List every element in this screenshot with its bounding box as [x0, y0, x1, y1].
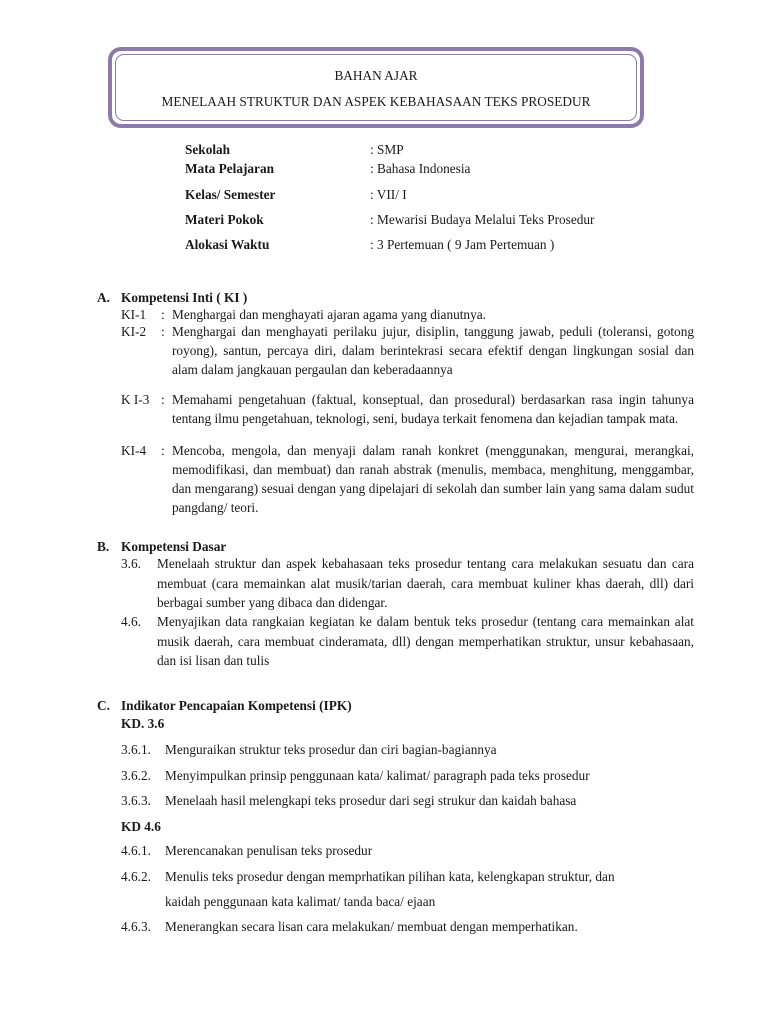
ki-code: KI-2 [121, 324, 147, 339]
kd36-heading: KD. 3.6 [121, 716, 165, 731]
ipk-number: 3.6.1. [121, 742, 151, 757]
ipk-item [121, 867, 615, 886]
section-letter: B. [97, 539, 110, 554]
identity-value: : Bahasa Indonesia [370, 161, 471, 176]
ipk-text: Menerangkan secara lisan cara melakukan/ membuat dengan memperhatikan. [165, 919, 578, 934]
identity-value: : SMP [370, 142, 404, 157]
ipk-item [121, 740, 497, 759]
kd-number: 4.6. [121, 614, 141, 629]
section-title: Indikator Pencapaian Kompetensi (IPK) [121, 698, 352, 713]
document-title: BAHAN AJAR [334, 68, 418, 83]
ipk-text: Menulis teks prosedur dengan memprhatikan pilihan kata, kelengkapan struktur, dan [165, 869, 615, 884]
ipk-number: 4.6.1. [121, 843, 151, 858]
ki-code: KI-1 [121, 307, 147, 322]
ipk-number: 4.6.2. [121, 869, 151, 884]
ki-item [121, 322, 694, 379]
kd-item [121, 554, 694, 613]
kd-item [121, 612, 694, 671]
kd46-heading: KD 4.6 [121, 819, 161, 834]
section-c-heading [97, 696, 352, 715]
identity-label: Mata Pelajaran [185, 161, 274, 176]
ipk-text: Menguraikan struktur teks prosedur dan ciri bagian-bagiannya [165, 742, 497, 757]
title-box [108, 47, 644, 128]
identity-value: : VII/ I [370, 187, 407, 202]
ipk-item [121, 917, 578, 936]
ipk-text: Menelaah hasil melengkapi teks prosedur dari segi strukur dan kaidah bahasa [165, 793, 577, 808]
ki-colon: : [161, 307, 165, 322]
ki-colon: : [161, 443, 165, 458]
section-title: Kompetensi Dasar [121, 539, 227, 554]
ipk-item [121, 766, 590, 785]
ipk-text-continuation: kaidah penggunaan kata kalimat/ tanda baca/ ejaan [165, 894, 436, 909]
identity-value: : 3 Pertemuan ( 9 Jam Pertemuan ) [370, 237, 555, 252]
ipk-number: 3.6.2. [121, 768, 151, 783]
ipk-number: 4.6.3. [121, 919, 151, 934]
section-letter: C. [97, 698, 110, 713]
identity-value: : Mewarisi Budaya Melalui Teks Prosedur [370, 212, 595, 227]
document-subtitle: MENELAAH STRUKTUR DAN ASPEK KEBAHASAAN TEKS PROSEDUR [161, 94, 591, 109]
ki-text: Menghargai dan menghayati ajaran agama yang dianutnya. [172, 307, 486, 322]
ipk-item [121, 791, 576, 810]
section-letter: A. [97, 290, 110, 305]
section-title: Kompetensi Inti ( KI ) [121, 290, 248, 305]
kd-text: Menyajikan data rangkaian kegiatan ke dalam bentuk teks prosedur (tentang cara memainkan alat musik daerah, cara membuat cinderamata, dll) dengan memperhatikan struktur, unsur kebahasaan, dan isi lisan dan tulis [157, 614, 694, 668]
ki-code: KI-4 [121, 443, 147, 458]
ki-item [121, 441, 694, 517]
ki-item [121, 390, 694, 428]
ipk-item [121, 841, 372, 860]
ki-colon: : [161, 392, 165, 407]
ipk-text: Menyimpulkan prinsip penggunaan kata/ kalimat/ paragraph pada teks prosedur [165, 768, 590, 783]
ipk-number: 3.6.3. [121, 793, 151, 808]
ki-code: K I-3 [121, 392, 150, 407]
identity-label: Sekolah [185, 142, 231, 157]
ki-text: Mencoba, mengola, dan menyaji dalam ranah konkret (menggunakan, mengurai, merangkai, memodifikasi, dan membuat) dan ranah abstrak (menulis, membaca, menghitung, menggambar, dan mengarang) sesuai dengan yang dipelajari di sekolah dan sumber lain yang sama dalam sudut pangdang/ teori. [172, 443, 694, 515]
identity-label: Kelas/ Semester [185, 187, 276, 202]
ki-text: Memahami pengetahuan (faktual, konseptual, dan prosedural) berdasarkan rasa ingin tahunya tentang ilmu pengetahuan, teknologi, seni, budaya terkait fenomena dan kejadian tampak mata. [172, 392, 694, 426]
kd-number: 3.6. [121, 556, 141, 571]
identity-label: Materi Pokok [185, 212, 264, 227]
ki-text: Menghargai dan menghayati perilaku jujur, disiplin, tanggung jawab, peduli (toleransi, gotong royong), santun, percaya diri, dalam berintekrasi secara efektif dengan lingkungan sosial dan alam dalam jangkauan pergaulan dan keberadaannya [172, 324, 694, 377]
kd-text: Menelaah struktur dan aspek kebahasaan teks prosedur tentang cara melakukan sesuatu dan cara membuat (cara memainkan alat musik/tarian daerah, cara membuat kuliner khas daerah, dll) dari berbagai sumber yang dibaca dan didengar. [157, 556, 694, 610]
ki-colon: : [161, 324, 165, 339]
ipk-text: Merencanakan penulisan teks prosedur [165, 843, 373, 858]
identity-label: Alokasi Waktu [185, 237, 270, 252]
